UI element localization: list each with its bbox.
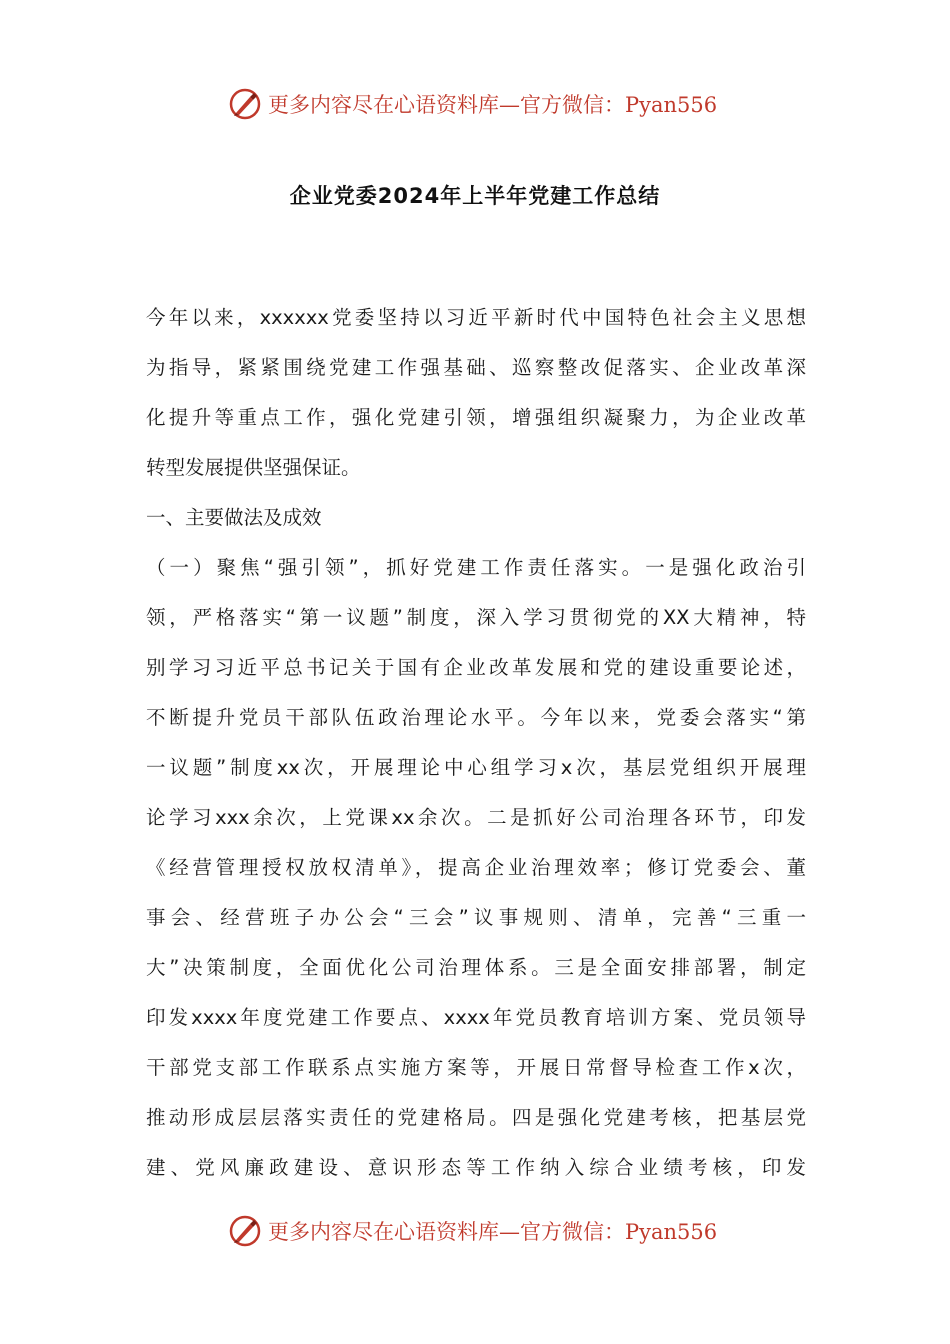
pen-logo-icon — [228, 1214, 262, 1248]
watermark-header — [228, 84, 717, 124]
body-line: 事会、经营班子办公会“三会”议事规则、清单，完善“三重一 — [146, 906, 806, 929]
body-line: 推动形成层层落实责任的党建格局。四是强化党建考核，把基层党 — [146, 1106, 806, 1129]
watermark-footer — [228, 1211, 717, 1251]
body-line: 一议题”制度xx次，开展理论中心组学习x次，基层党组织开展理 — [146, 756, 806, 779]
body-line: 今年以来，xxxxxx党委坚持以习近平新时代中国特色社会主义思想 — [146, 306, 806, 329]
body-line: 为指导，紧紧围绕党建工作强基础、巡察整改促落实、企业改革深 — [146, 356, 806, 379]
body-line: 建、党风廉政建设、意识形态等工作纳入综合业绩考核，印发 — [146, 1156, 806, 1179]
document-title: 企业党委2024年上半年党建工作总结 — [289, 184, 661, 208]
body-line: （一）聚焦“强引领”，抓好党建工作责任落实。一是强化政治引 — [146, 556, 806, 579]
document-body — [146, 293, 806, 1193]
body-line: 《经营管理授权放权清单》，提高企业治理效率；修订党委会、董 — [146, 856, 806, 879]
body-line: 印发xxxx年度党建工作要点、xxxx年党员教育培训方案、党员领导 — [146, 1006, 806, 1029]
body-line: 大”决策制度，全面优化公司治理体系。三是全面安排部署，制定 — [146, 956, 806, 979]
body-line: 领，严格落实“第一议题”制度，深入学习贯彻党的XX大精神，特 — [146, 606, 806, 629]
body-line: 干部党支部工作联系点实施方案等，开展日常督导检查工作x次， — [146, 1056, 806, 1079]
pen-logo-icon — [228, 87, 262, 121]
body-line: 转型发展提供坚强保证。 — [146, 456, 361, 479]
body-line: 化提升等重点工作，强化党建引领，增强组织凝聚力，为企业改革 — [146, 406, 806, 429]
section-heading: 一、主要做法及成效 — [146, 506, 322, 529]
watermark-text: 更多内容尽在心语资料库—官方微信：Pyan556 — [268, 93, 718, 117]
body-line: 不断提升党员干部队伍政治理论水平。今年以来，党委会落实“第 — [146, 706, 806, 729]
watermark-text: 更多内容尽在心语资料库—官方微信：Pyan556 — [268, 1220, 718, 1244]
body-line: 别学习习近平总书记关于国有企业改革发展和党的建设重要论述， — [146, 656, 806, 679]
body-line: 论学习xxx余次，上党课xx余次。二是抓好公司治理各环节，印发 — [146, 806, 806, 829]
